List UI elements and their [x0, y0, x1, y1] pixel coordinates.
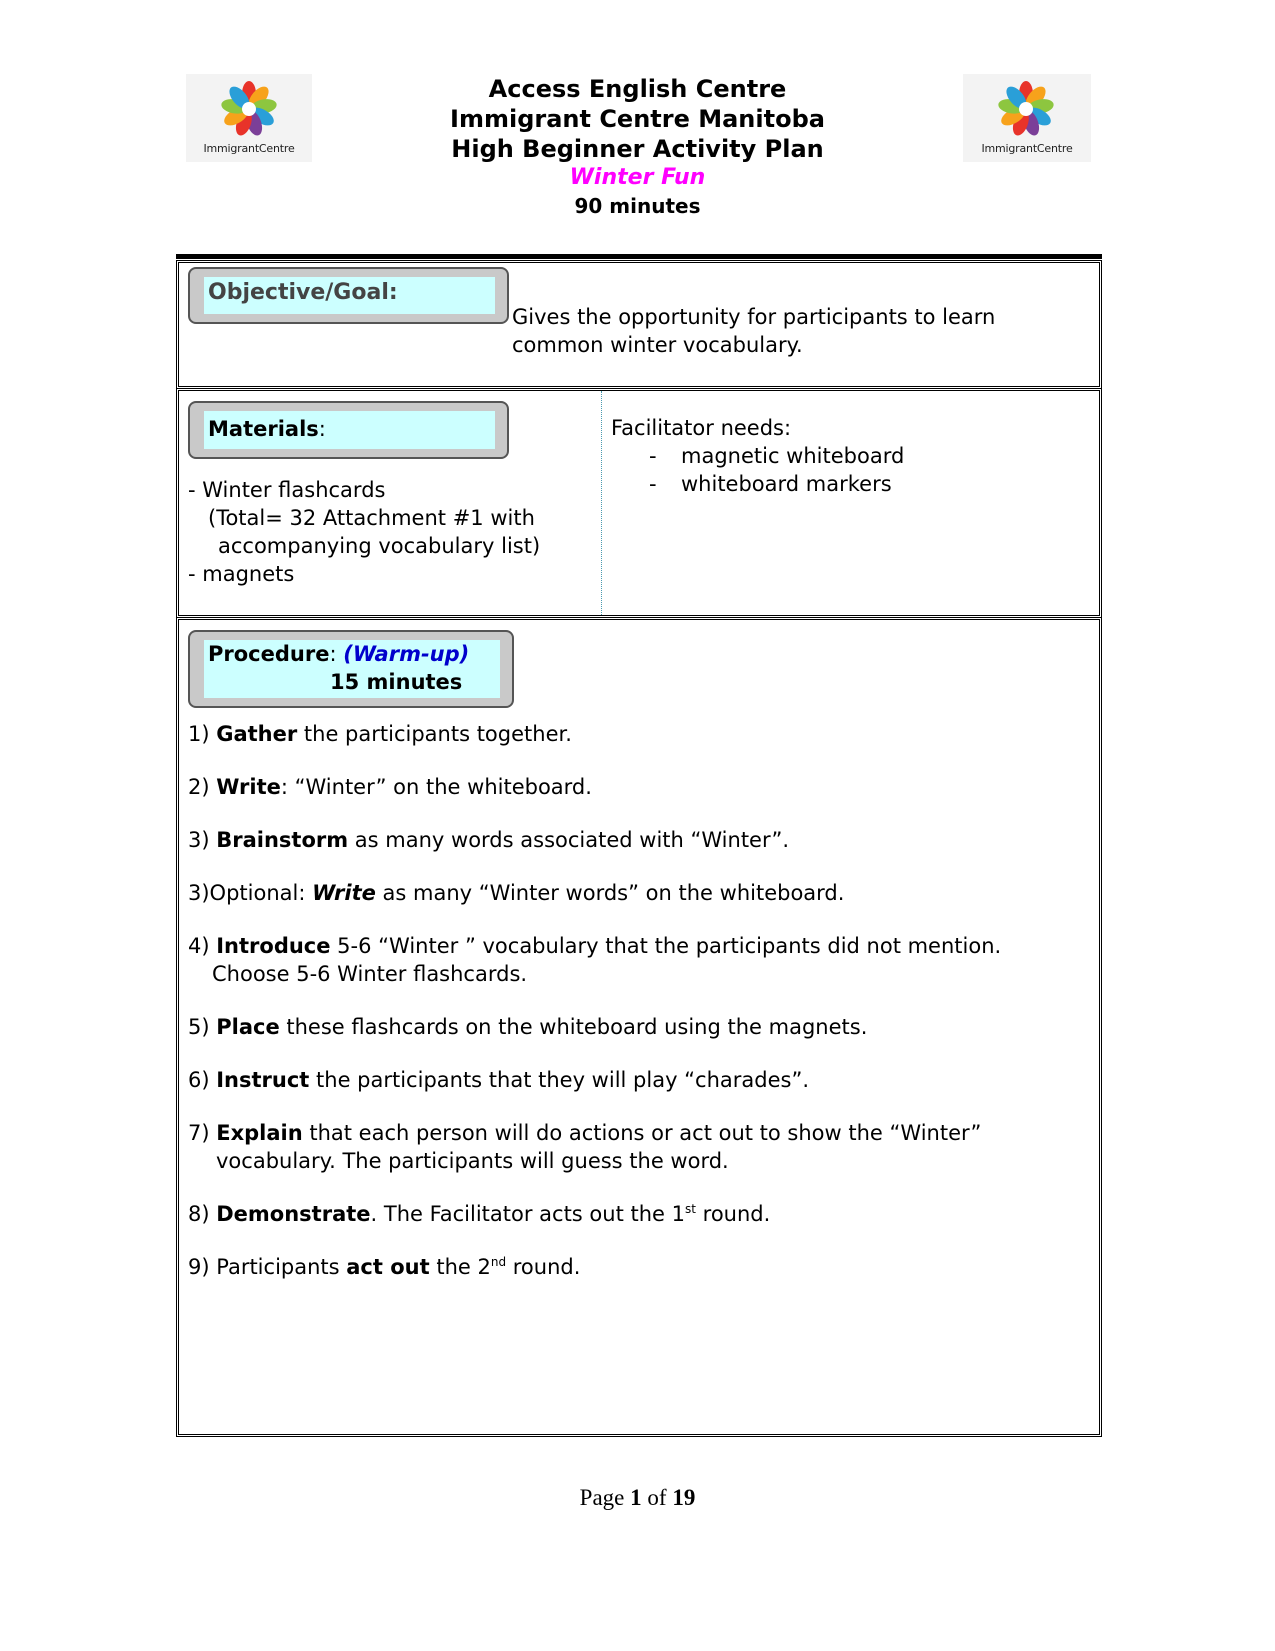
step-verb: Introduce [216, 934, 331, 958]
step-number: 6) [188, 1068, 217, 1092]
procedure-phase: (Warm-up) [343, 642, 470, 666]
step-number: 9) Participants [188, 1255, 347, 1279]
step-text-end: round. [506, 1255, 581, 1279]
logo-text: ImmigrantCentre [981, 142, 1073, 155]
materials-item: - magnets [188, 562, 295, 586]
step-text: 5-6 “Winter ” vocabulary that the participants did not mention. [330, 934, 1002, 958]
step-verb: Write [312, 881, 376, 905]
step-verb: Place [216, 1015, 280, 1039]
page-total: 19 [672, 1485, 696, 1510]
procedure-step [188, 720, 1078, 748]
materials-label [204, 411, 495, 449]
activity-duration: 90 minutes [574, 194, 701, 218]
procedure-step [188, 879, 1078, 907]
header-line-3: High Beginner Activity Plan [451, 135, 824, 163]
materials-item: - Winter flashcards [188, 478, 386, 502]
procedure-label-box [188, 630, 514, 708]
procedure-step [188, 1253, 1078, 1281]
materials-label-colon: : [318, 417, 326, 441]
materials-section [176, 388, 1102, 618]
materials-label-box [188, 401, 509, 459]
objective-section [176, 260, 1102, 389]
step-text: the participants that they will play “charades”. [309, 1068, 810, 1092]
step-verb: Instruct [216, 1068, 310, 1092]
header-line-1: Access English Centre [488, 75, 787, 103]
step-text: as many “Winter words” on the whiteboard. [375, 881, 845, 905]
flower-logo-icon [220, 80, 278, 138]
procedure-step [188, 826, 1078, 854]
step-number: 4) [188, 934, 217, 958]
procedure-step [188, 932, 1078, 988]
column-divider [601, 391, 602, 615]
activity-title: Winter Fun [569, 165, 706, 190]
step-number: 8) [188, 1202, 217, 1226]
materials-list [188, 476, 588, 588]
step-number: 3)Optional: [188, 881, 313, 905]
procedure-step [188, 773, 1078, 801]
ordinal-suffix: st [685, 1202, 696, 1216]
step-text: : “Winter” on the whiteboard. [280, 775, 592, 799]
list-dash: - [649, 444, 657, 468]
header-divider [176, 254, 1102, 259]
materials-label-text: Materials [208, 417, 319, 441]
step-number: 3) [188, 828, 217, 852]
step-text: as many words associated with “Winter”. [348, 828, 790, 852]
step-number: 1) [188, 722, 217, 746]
immigrant-centre-logo-left [186, 74, 312, 162]
immigrant-centre-logo-right [963, 74, 1091, 162]
step-text-end: round. [695, 1202, 771, 1226]
page-number: 1 [630, 1485, 642, 1510]
of-word: of [641, 1485, 673, 1510]
objective-label-box [188, 267, 509, 324]
flower-logo-icon [997, 80, 1055, 138]
step-text: these flashcards on the whiteboard using the magnets. [279, 1015, 868, 1039]
facilitator-item-label: whiteboard markers [681, 472, 892, 496]
facilitator-item [611, 442, 1071, 470]
procedure-section [176, 617, 1102, 1437]
procedure-step [188, 1200, 1078, 1228]
step-text: the participants together. [297, 722, 572, 746]
step-number: 7) [188, 1121, 217, 1145]
procedure-label-text: Procedure [208, 642, 330, 666]
step-text: the 2 [429, 1255, 491, 1279]
objective-label: Objective/Goal: [204, 277, 495, 314]
step-continuation: vocabulary. The participants will guess the word. [216, 1149, 729, 1173]
facilitator-item-label: magnetic whiteboard [681, 444, 905, 468]
facilitator-item [611, 470, 1071, 498]
objective-text: Gives the opportunity for participants to learn common winter vocabulary. [512, 305, 996, 357]
step-text: . The Facilitator acts out the 1 [370, 1202, 685, 1226]
procedure-label-colon: : [329, 642, 344, 666]
logo-text: ImmigrantCentre [203, 142, 295, 155]
step-verb: act out [346, 1255, 430, 1279]
procedure-steps [188, 720, 1078, 1306]
step-verb: Brainstorm [216, 828, 349, 852]
step-number: 5) [188, 1015, 217, 1039]
facilitator-needs [611, 414, 1071, 498]
step-continuation: Choose 5-6 Winter flashcards. [212, 962, 528, 986]
step-verb: Demonstrate [216, 1202, 371, 1226]
procedure-step [188, 1119, 1078, 1175]
header-line-2: Immigrant Centre Manitoba [450, 105, 825, 133]
step-number: 2) [188, 775, 217, 799]
facilitator-heading: Facilitator needs: [611, 416, 792, 440]
document-header [380, 74, 895, 220]
procedure-step [188, 1066, 1078, 1094]
step-verb: Explain [216, 1121, 303, 1145]
materials-item: (Total= 32 Attachment #1 with [208, 506, 535, 530]
step-verb: Write [216, 775, 281, 799]
step-verb: Gather [216, 722, 298, 746]
ordinal-suffix: nd [490, 1255, 507, 1269]
page-word: Page [579, 1485, 631, 1510]
procedure-minutes: 15 minutes [330, 670, 463, 694]
materials-item: accompanying vocabulary list) [218, 534, 541, 558]
list-dash: - [649, 472, 657, 496]
page-footer [0, 1485, 1275, 1511]
procedure-label [204, 640, 500, 698]
procedure-step [188, 1013, 1078, 1041]
step-text: that each person will do actions or act out to show the “Winter” [302, 1121, 982, 1145]
